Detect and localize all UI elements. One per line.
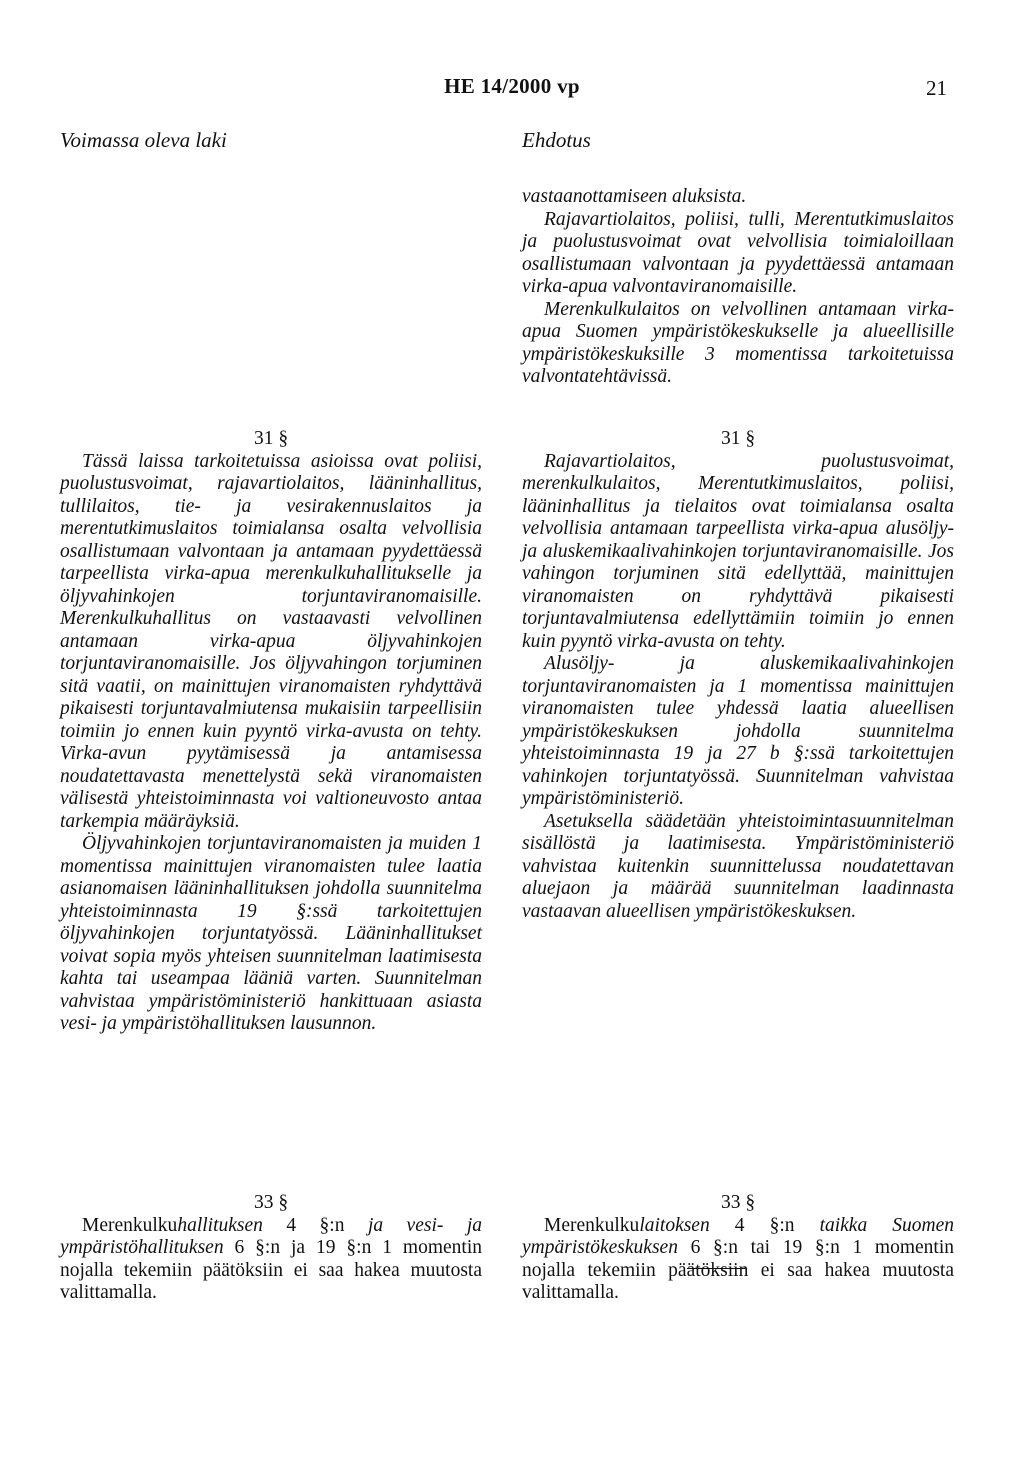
right-section-33 [522, 1192, 954, 1305]
section-heading: 33 § [253, 1192, 289, 1213]
left-column-heading: Voimassa oleva laki [60, 128, 227, 152]
section-heading: 33 § [720, 1192, 756, 1213]
paragraph: Tässä laissa tarkoitetuissa asioissa ovat poliisi, puolustusvoimat, rajavartiolaitos, lääninhallitus, tullilaitos, tie- ja vesirakennuslaitos ja merentutkimuslaitos toimialansa osalta velvollisia osallistumaan valvontaan ja antamaan pyydettäessä tarpeellista virka-apua merenkulkuhallitukselle ja öljyvahinkojen torjuntaviranomaisille. Merenkulkuhallitus on vastaavasti velvollinen antamaan virka-apua öljyvahinkojen torjuntaviranomaisille. Jos öljyvahingon torjuminen sitä vaatii, on mainittujen viranomaisten ryhdyttävä pikaisesti torjuntavalmiutensa mukaisiin tarpeellisiin toimiin jo ennen kuin pyyntö virka-avusta on tehty. Virka-avun pyytämisessä ja antamisessa noudatettavasta menettelystä sekä viranomaisten välisestä yhteistoiminnasta voi valtioneuvosto antaa tarkempia määräyksiä. [60, 450, 482, 832]
paragraph: Asetuksella säädetään yhteistoimintasuunnitelman sisällöstä ja laatimisesta. Ympäristöministeriö vahvistaa kuitenkin suunnittelussa noudatettavan aluejaon ja määrää suunnitelman laadinnasta vastaavan alueellisen ympäristökeskuksen. [522, 810, 954, 922]
section-heading: 31 § [720, 428, 756, 449]
document-header: HE 14/2000 vp [444, 74, 580, 98]
paragraph: Merenkulkulaitos on velvollinen antamaan virka-apua Suomen ympäristökeskukselle ja alueellisille ympäristökeskuksille 3 momentissa tarkoitetuissa valvontatehtävissä. [522, 298, 954, 387]
left-section-33 [60, 1192, 482, 1305]
right-section-31 [522, 428, 954, 923]
page-number: 21 [926, 76, 947, 100]
paragraph: Rajavartiolaitos, puolustusvoimat, merenkulkulaitos, Merentutkimuslaitos, poliisi, lääninhallitus ja tielaitos ovat toimialansa osalta velvollisia antamaan tarpeellista virka-apua alusöljy- ja aluskemikaalivahinkojen torjuntaviranomaisille. Jos vahingon torjuminen sitä edellyttää, mainittujen viranomaisten on ryhdyttävä pikaisesti torjuntavalmiutensa edellyttämiin toimiin jo ennen kuin pyyntö virka-avusta on tehty. [522, 450, 954, 652]
left-section-31 [60, 428, 482, 1036]
paragraph: Merenkulkulaitoksen 4 §:n taikka Suomen ympäristökeskuksen 6 §:n tai 19 §:n 1 momentin nojalla tekemiin päätöksiin ei saa hakea muutosta valittamalla. [522, 1214, 954, 1303]
paragraph: Alusöljy- ja aluskemikaalivahinkojen torjuntaviranomaisten ja 1 momentissa mainittujen viranomaisten tulee yhdessä laatia alueellisen ympäristökeskuksen johdolla suunnitelma yhteistoiminnasta 19 ja 27 b §:ssä tarkoitettujen vahinkojen torjuntatyössä. Suunnitelman vahvistaa ympäristöministeriö. [522, 653, 954, 809]
section-heading: 31 § [253, 428, 289, 449]
paragraph: Rajavartiolaitos, poliisi, tulli, Merentutkimuslaitos ja puolustusvoimat ovat velvollisia toimialoillaan osallistumaan valvontaan ja pyydettäessä antamaan virka-apua valvontaviranomaisille. [522, 208, 954, 297]
paragraph: Öljyvahinkojen torjuntaviranomaisten ja muiden 1 momentissa mainittujen viranomaisten tulee laatia asianomaisen lääninhallituksen johdolla suunnitelma yhteistoiminnasta 19 §:ssä tarkoitettujen öljyvahinkojen torjuntatyössä. Lääninhallitukset voivat sopia myös yhteisen suunnitelman laatimisesta kahta tai useampaa lääniä varten. Suunnitelman vahvistaa ympäristöministeriö hankittuaan asiasta vesi- ja ympäristöhallituksen lausunnon. [60, 833, 482, 1034]
paragraph: vastaanottamiseen aluksista. [522, 186, 747, 207]
right-section-30-tail [522, 186, 954, 389]
right-column-heading: Ehdotus [522, 128, 591, 152]
end-rule [687, 1268, 747, 1269]
paragraph: Merenkulkuhallituksen 4 §:n ja vesi- ja ympäristöhallituksen 6 §:n ja 19 §:n 1 momentin nojalla tekemiin päätöksiin ei saa hakea muutosta valittamalla. [60, 1214, 482, 1303]
